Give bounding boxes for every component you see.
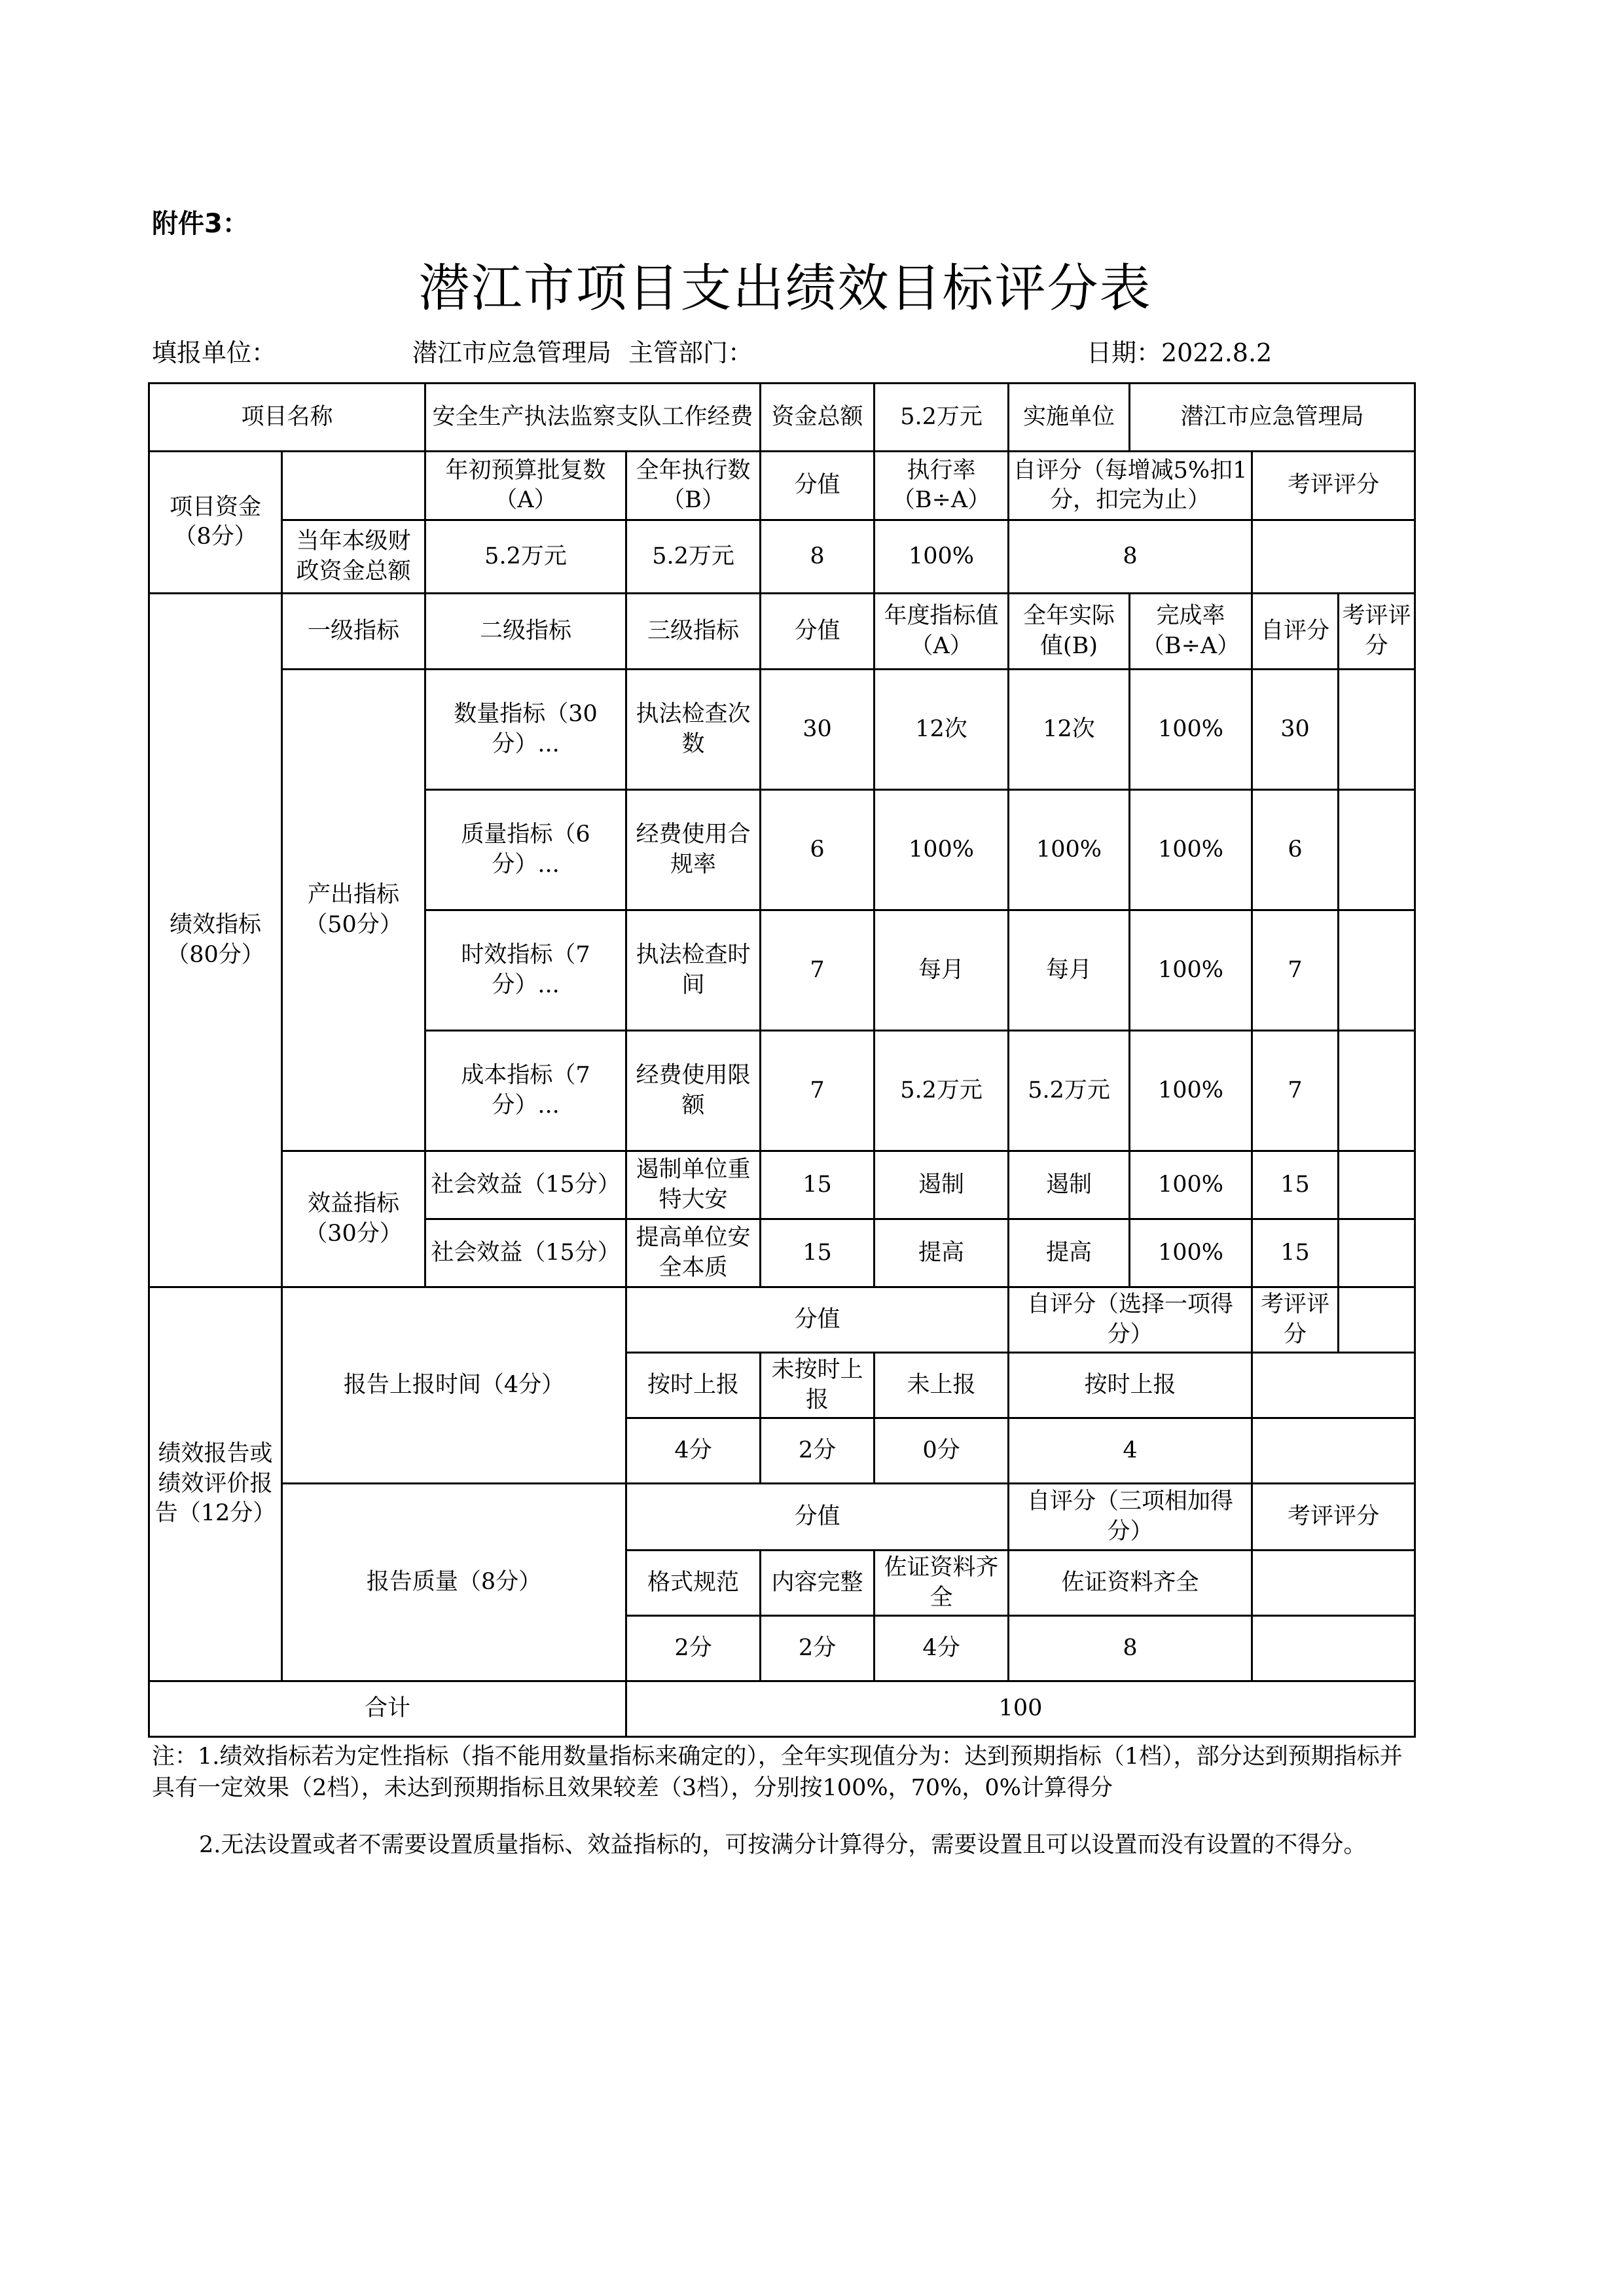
perf-section-label: 绩效指标（80分） (149, 594, 282, 1287)
date-label: 日期：2022.8.2 (1087, 338, 1272, 367)
report-quality-points: 2分 (626, 1616, 761, 1681)
perf-self: 30 (1252, 670, 1339, 790)
report-time-points: 4分 (626, 1418, 761, 1484)
funds-section-label: 项目资金（8分） (149, 452, 282, 594)
output-indicator-label: 产出指标（50分） (282, 670, 425, 1151)
report-quality-review-score (1252, 1616, 1415, 1681)
total-row (149, 1681, 1415, 1737)
report-quality-option: 格式规范 (626, 1551, 761, 1616)
perf-self: 7 (1252, 910, 1339, 1031)
perf-target: 提高 (875, 1219, 1009, 1287)
report-time-review-value (1252, 1353, 1415, 1418)
perf-self: 15 (1252, 1219, 1339, 1287)
funds-row-label: 当年本级财政资金总额 (282, 520, 425, 594)
perf-rate: 100% (1130, 910, 1252, 1031)
fund-total-value: 5.2万元 (875, 384, 1009, 452)
report-time-choice: 按时上报 (1009, 1353, 1252, 1418)
report-time-label: 报告上报时间（4分） (282, 1287, 626, 1484)
perf-lvl2: 数量指标（30分）... (425, 670, 626, 790)
report-quality-points: 2分 (761, 1616, 875, 1681)
total-label: 合计 (149, 1681, 626, 1737)
report-quality-points: 4分 (875, 1616, 1009, 1681)
perf-target: 每月 (875, 910, 1009, 1031)
impl-unit-value: 潜江市应急管理局 (1130, 384, 1415, 452)
perf-actual: 遏制 (1009, 1151, 1130, 1219)
funds-review-value (1252, 520, 1415, 594)
perf-rate-header: 完成率（B÷A） (1130, 594, 1252, 670)
note-2: 2.无法设置或者不需要设置质量指标、效益指标的，可按满分计算得分，需要设置且可以设置而没有设置的不得分。 (199, 1832, 1367, 1858)
perf-rate: 100% (1130, 790, 1252, 910)
project-name-value: 安全生产执法监察支队工作经费 (425, 384, 761, 452)
perf-lvl2: 时效指标（7分）... (425, 910, 626, 1031)
perf-lvl3: 经费使用合规率 (626, 790, 761, 910)
unit-value: 潜江市应急管理局 (412, 338, 612, 367)
funds-exec-header: 全年执行数（B） (626, 452, 761, 520)
perf-lvl2: 社会效益（15分） (425, 1219, 626, 1287)
project-name-label: 项目名称 (149, 384, 425, 452)
perf-review (1339, 670, 1415, 790)
report-time-points: 2分 (761, 1418, 875, 1484)
funds-budget-header: 年初预算批复数（A） (425, 452, 626, 520)
perf-score: 7 (761, 910, 875, 1031)
perf-review (1339, 1151, 1415, 1219)
perf-lvl3: 执法检查时间 (626, 910, 761, 1031)
perf-actual: 提高 (1009, 1219, 1130, 1287)
perf-rate: 100% (1130, 670, 1252, 790)
perf-target-header: 年度指标值（A） (875, 594, 1009, 670)
perf-lvl2: 质量指标（6分）... (425, 790, 626, 910)
dept-label: 主管部门： (628, 338, 753, 367)
perf-actual: 每月 (1009, 910, 1130, 1031)
perf-lvl1-header: 一级指标 (282, 594, 425, 670)
perf-score: 15 (761, 1219, 875, 1287)
report-time-score-header: 分值 (626, 1287, 1009, 1353)
report-time-review-blank (1339, 1287, 1415, 1353)
perf-lvl2: 社会效益（15分） (425, 1151, 626, 1219)
report-quality-header-row (149, 1484, 1415, 1551)
perf-lvl3: 遏制单位重特大安 (626, 1151, 761, 1219)
page-title: 潜江市项目支出绩效目标评分表 (418, 259, 1152, 318)
report-section-label: 绩效报告或绩效评价报告（12分） (149, 1287, 282, 1681)
funds-self-header: 自评分（每增减5%扣1分，扣完为止） (1009, 452, 1252, 520)
perf-lvl3: 经费使用限额 (626, 1031, 761, 1151)
report-time-points: 0分 (875, 1418, 1009, 1484)
report-quality-label: 报告质量（8分） (282, 1484, 626, 1681)
report-time-self-header: 自评分（选择一项得分） (1009, 1287, 1252, 1353)
report-time-option: 按时上报 (626, 1353, 761, 1418)
report-quality-choice: 佐证资料齐全 (1009, 1551, 1252, 1616)
project-info-row (149, 384, 1415, 452)
funds-budget-value: 5.2万元 (425, 520, 626, 594)
benefit-indicator-label: 效益指标（30分） (282, 1151, 425, 1287)
perf-score: 15 (761, 1151, 875, 1219)
perf-actual: 5.2万元 (1009, 1031, 1130, 1151)
perf-review-header: 考评评分 (1339, 594, 1415, 670)
funds-rate-header: 执行率（B÷A） (875, 452, 1009, 520)
report-quality-option: 内容完整 (761, 1551, 875, 1616)
report-time-self-value: 4 (1009, 1418, 1252, 1484)
report-quality-self-value: 8 (1009, 1616, 1252, 1681)
perf-row (149, 670, 1415, 790)
perf-row (149, 1151, 1415, 1219)
perf-lvl3-header: 三级指标 (626, 594, 761, 670)
perf-target: 遏制 (875, 1151, 1009, 1219)
perf-target: 12次 (875, 670, 1009, 790)
perf-review (1339, 1219, 1415, 1287)
perf-score-header: 分值 (761, 594, 875, 670)
perf-score: 6 (761, 790, 875, 910)
perf-self-header: 自评分 (1252, 594, 1339, 670)
funds-header-row (149, 452, 1415, 520)
perf-header-row (149, 594, 1415, 670)
funds-rate-value: 100% (875, 520, 1009, 594)
report-quality-review-header: 考评评分 (1252, 1484, 1415, 1551)
note-1: 注：1.绩效指标若为定性指标（指不能用数量指标来确定的），全年实现值分为：达到预期指标（1档），部分达到预期指标并具有一定效果（2档），未达到预期指标且效果较差（3档），分别按100%，70%，0%计算得分 (152, 1744, 1403, 1801)
perf-lvl3: 执法检查次数 (626, 670, 761, 790)
total-value: 100 (626, 1681, 1415, 1737)
report-time-header-row (149, 1287, 1415, 1353)
perf-actual-header: 全年实际值(B) (1009, 594, 1130, 670)
report-time-option: 未上报 (875, 1353, 1009, 1418)
perf-rate: 100% (1130, 1151, 1252, 1219)
perf-lvl3: 提高单位安全本质 (626, 1219, 761, 1287)
perf-review (1339, 1031, 1415, 1151)
report-quality-score-header: 分值 (626, 1484, 1009, 1551)
perf-self: 15 (1252, 1151, 1339, 1219)
perf-score: 7 (761, 1031, 875, 1151)
perf-lvl2: 成本指标（7分）... (425, 1031, 626, 1151)
perf-actual: 100% (1009, 790, 1130, 910)
report-quality-option: 佐证资料齐全 (875, 1551, 1009, 1616)
fund-total-label: 资金总额 (761, 384, 875, 452)
perf-lvl2-header: 二级指标 (425, 594, 626, 670)
impl-unit-label: 实施单位 (1009, 384, 1130, 452)
perf-target: 100% (875, 790, 1009, 910)
perf-actual: 12次 (1009, 670, 1130, 790)
funds-review-header: 考评评分 (1252, 452, 1415, 520)
funds-self-value: 8 (1009, 520, 1252, 594)
funds-score-value: 8 (761, 520, 875, 594)
perf-review (1339, 790, 1415, 910)
funds-blank-cell (282, 452, 425, 520)
attachment-label: 附件3： (152, 209, 249, 239)
report-time-review-score (1252, 1418, 1415, 1484)
funds-value-row (149, 520, 1415, 594)
perf-self: 6 (1252, 790, 1339, 910)
perf-rate: 100% (1130, 1031, 1252, 1151)
perf-rate: 100% (1130, 1219, 1252, 1287)
funds-exec-value: 5.2万元 (626, 520, 761, 594)
report-quality-review-value (1252, 1551, 1415, 1616)
perf-score: 30 (761, 670, 875, 790)
report-time-option: 未按时上报 (761, 1353, 875, 1418)
report-quality-self-header: 自评分（三项相加得分） (1009, 1484, 1252, 1551)
unit-label: 填报单位： (152, 338, 277, 367)
report-time-review-header: 考评评分 (1252, 1287, 1339, 1353)
score-table (148, 382, 1416, 1738)
perf-self: 7 (1252, 1031, 1339, 1151)
perf-review (1339, 910, 1415, 1031)
funds-score-header: 分值 (761, 452, 875, 520)
perf-target: 5.2万元 (875, 1031, 1009, 1151)
